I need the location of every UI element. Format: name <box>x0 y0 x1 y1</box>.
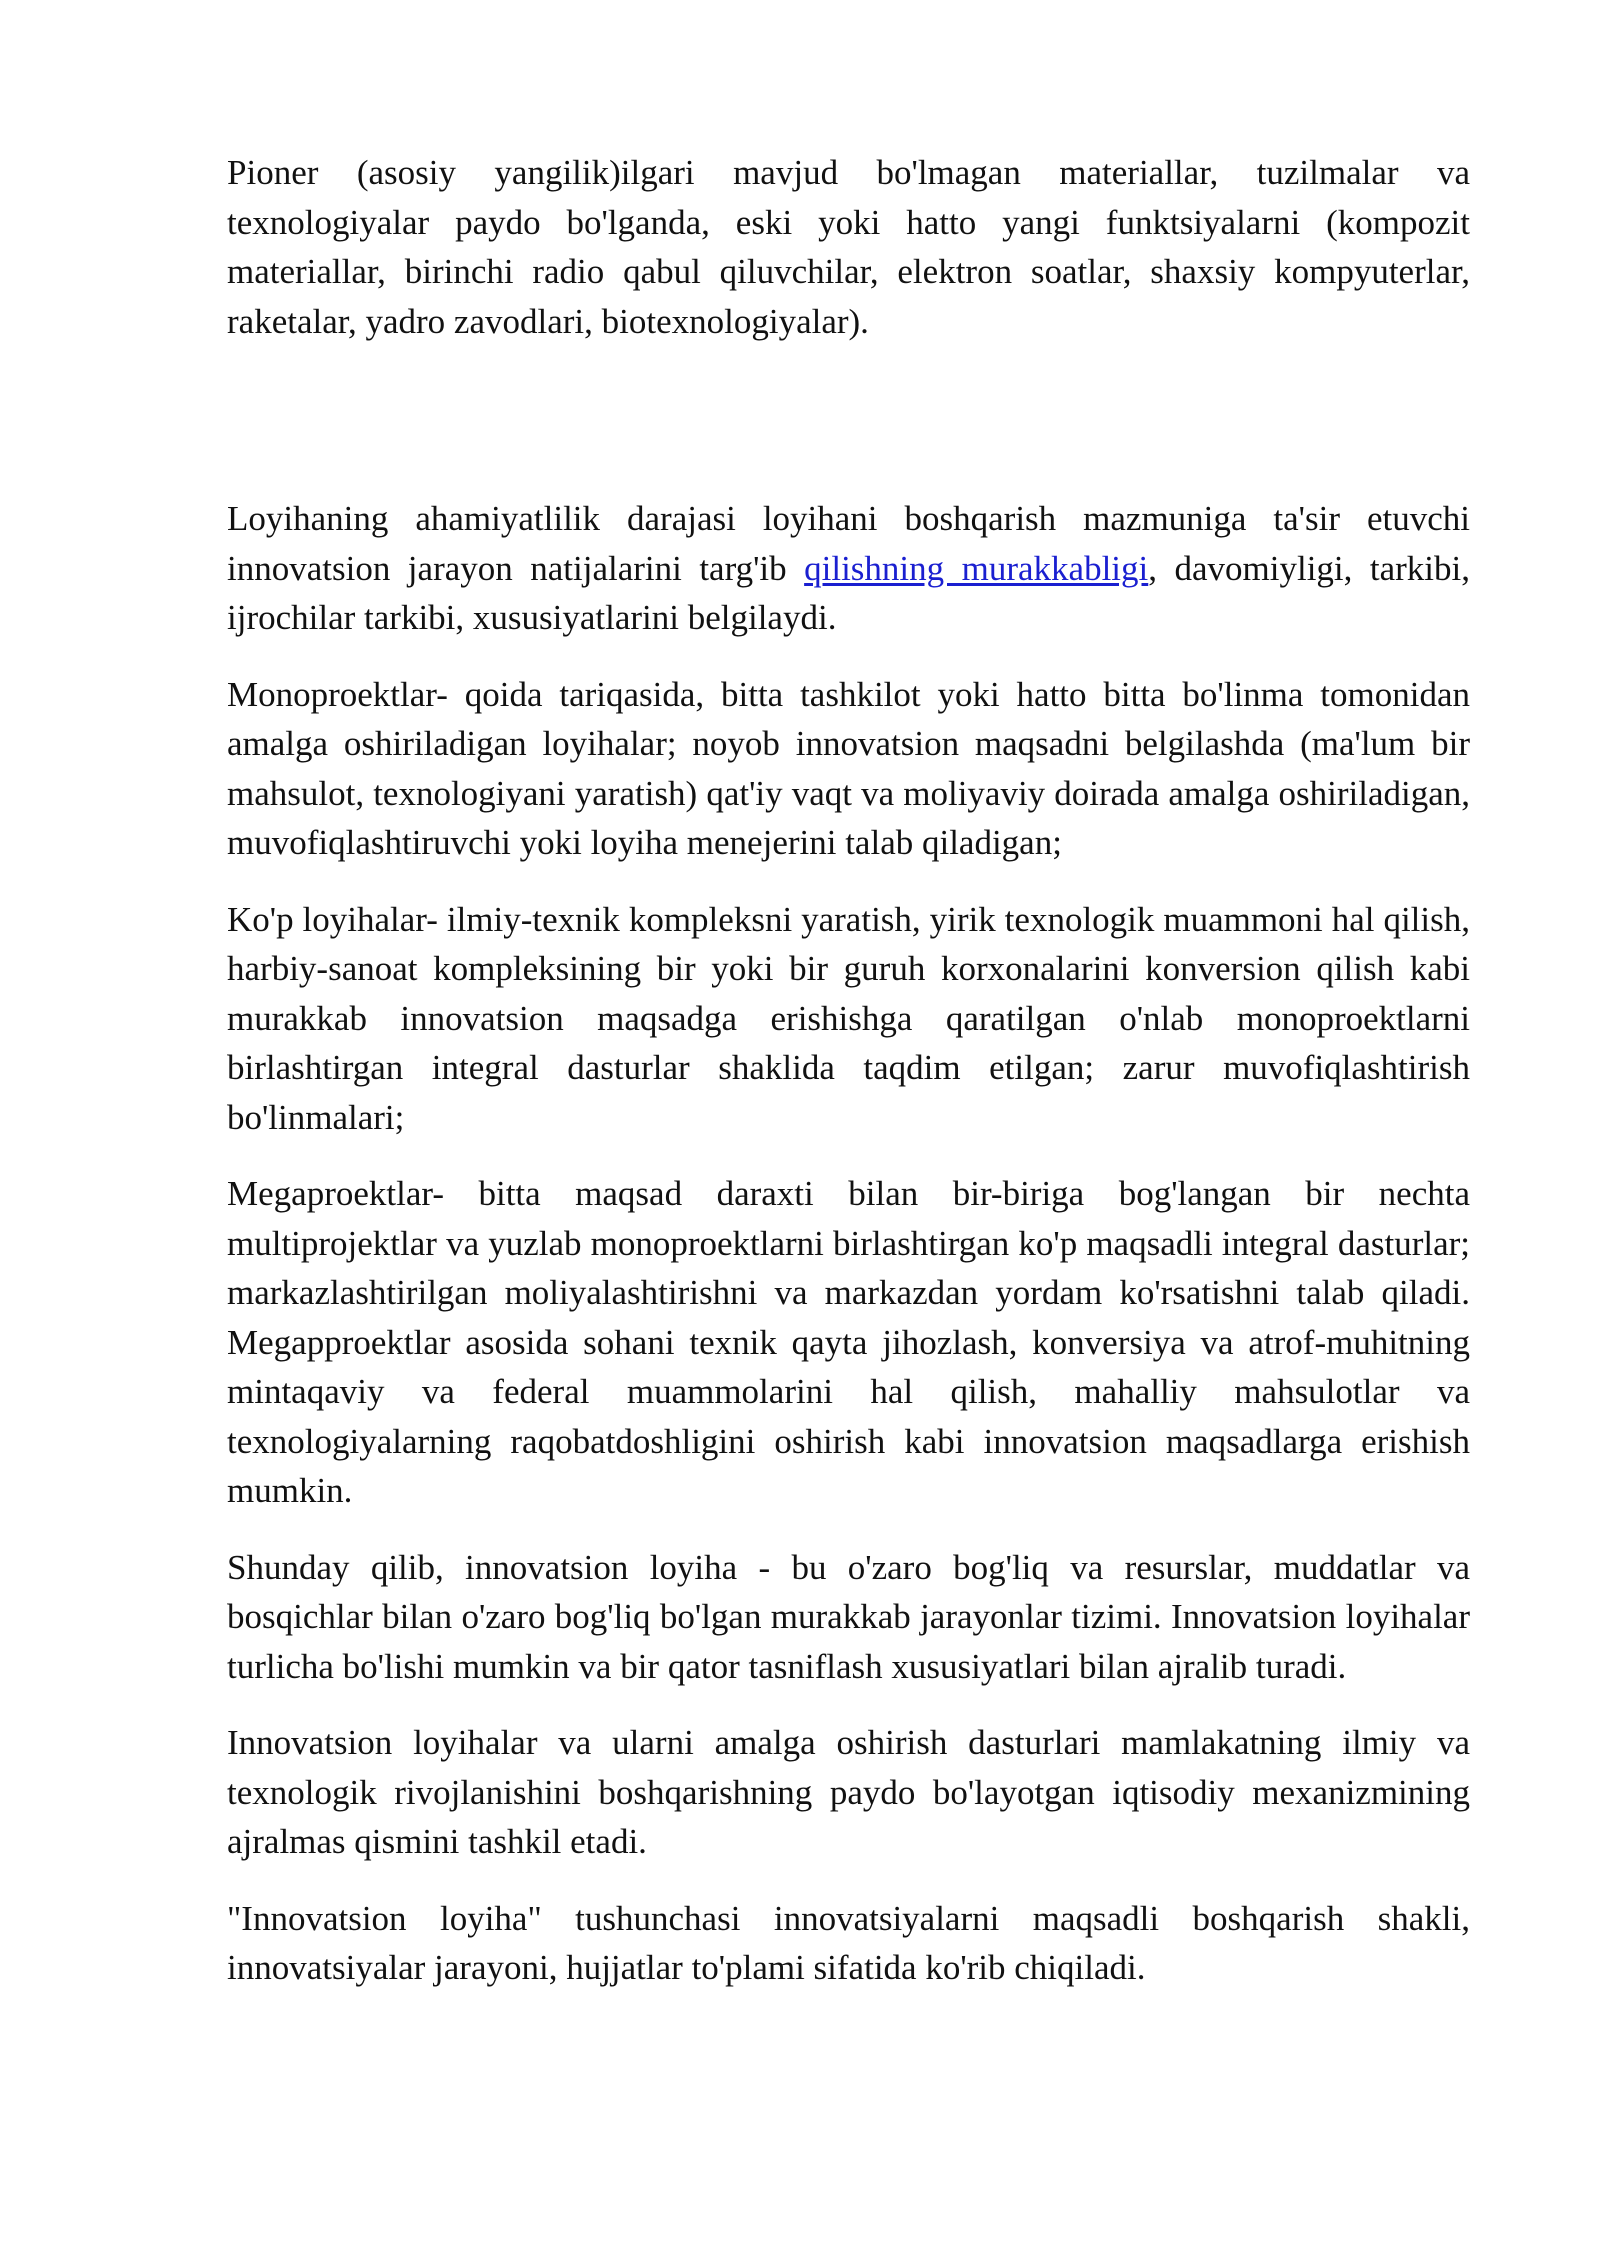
paragraph-megaprojects: Megaproektlar- bitta maqsad daraxti bilan bir-biriga bog'langan bir nechta multiprojektlar va yuzlab monoproektlarni birlashtirgan ko'p maqsadli integral dasturlar; markazlashtirilgan moliyalashtirishni va markazdan yordam ko'rsatishni talab qiladi. Megapproektlar asosida sohani texnik qayta jihozlash, konversiya va atrof-muhitning mintaqaviy va federal muammolarini hal qilish, mahalliy mahsulotlar va texnologiyalarning raqobatdoshligini oshirish kabi innovatsion maqsadlarga erishish mumkin. <box>227 1174 1470 1510</box>
paragraph-significance-text-start: Loyihaning ahamiyatlilik darajasi loyihani boshqarish mazmuniga ta'sir etuvchi innovatsion jarayon natijalarini targ'ib <box>227 499 1470 588</box>
document-body <box>227 148 1470 1993</box>
paragraph-multiprojects: Ko'p loyihalar- ilmiy-texnik kompleksni yaratish, yirik texnologik muammoni hal qilish, harbiy-sanoat kompleksining bir yoki bir guruh korxonalarini konversion qilish kabi murakkab innovatsion maqsadga erishishga qaratilgan o'nlab monoproektlarni birlashtirgan integral dasturlar shaklida taqdim etilgan; zarur muvofiqlashtirish bo'linmalari; <box>227 899 1470 1137</box>
paragraph-pioneer: Pioner (asosiy yangilik)ilgari mavjud bo'lmagan materiallar, tuzilmalar va texnologiyalar paydo bo'lganda, eski yoki hatto yangi funktsiyalarni (kompozit materiallar, birinchi radio qabul qiluvchilar, elektron soatlar, shaxsiy kompyuterlar, raketalar, yadro zavodlari, biotexnologiyalar). <box>227 153 1470 341</box>
paragraph-significance <box>227 494 1470 643</box>
paragraph-programs: Innovatsion loyihalar va ularni amalga oshirish dasturlari mamlakatning ilmiy va texnologik rivojlanishini boshqarishning paydo bo'layotgan iqtisodiy mexanizmining ajralmas qismini tashkil etadi. <box>227 1723 1470 1861</box>
paragraph-significance-text-end: , davomiyligi, tarkibi, ijrochilar tarkibi, xususiyatlarini belgilaydi. <box>227 548 1470 637</box>
paragraph-concept: "Innovatsion loyiha" tushunchasi innovatsiyalarni maqsadli boshqarish shakli, innovatsiyalar jarayoni, hujjatlar to'plami sifatida ko'rib chiqiladi. <box>227 1898 1470 1987</box>
paragraph-summary: Shunday qilib, innovatsion loyiha - bu o'zaro bog'liq va resurslar, muddatlar va bosqichlar bilan o'zaro bog'liq bo'lgan murakkab jarayonlar tizimi. Innovatsion loyihalar turlicha bo'lishi mumkin va bir qator tasniflash xususiyatlari bilan ajralib turadi. <box>227 1547 1470 1686</box>
paragraph-monoprojects: Monoproektlar- qoida tariqasida, bitta tashkilot yoki hatto bitta bo'linma tomonidan amalga oshiriladigan loyihalar; noyob innovatsion maqsadni belgilashda (ma'lum bir mahsulot, texnologiyani yaratish) qat'iy vaqt va moliyaviy doirada amalga oshiriladigan, muvofiqlashtiruvchi yoki loyiha menejerini talab qiladigan; <box>227 674 1470 862</box>
complexity-link[interactable]: qilishning murakkabligi <box>804 548 1149 588</box>
